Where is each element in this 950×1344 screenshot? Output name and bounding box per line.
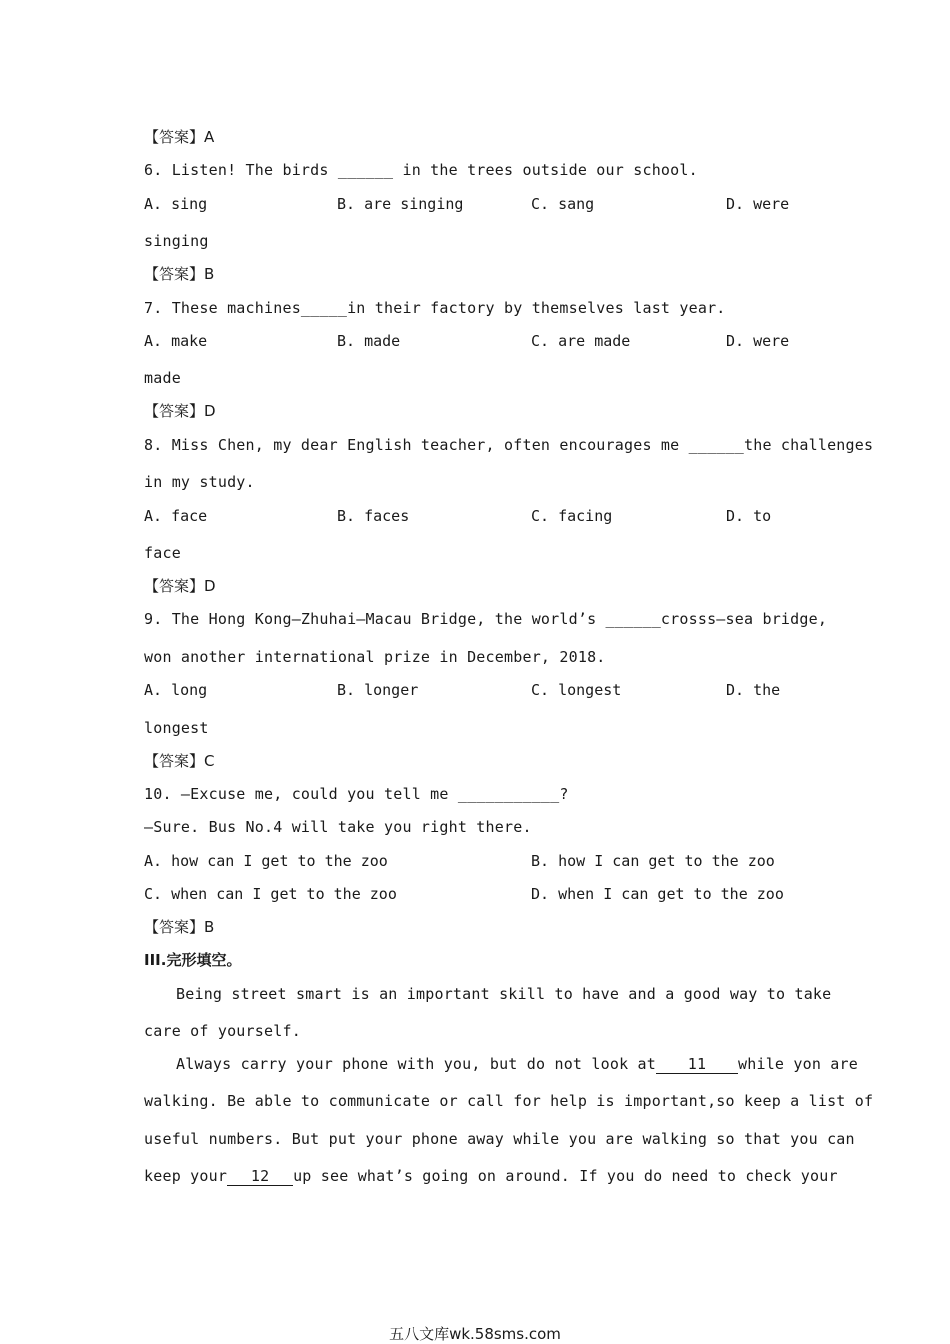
answer-9: 【答案】C [144,752,215,770]
question-6-stem: 6. Listen! The birds ______ in the trees outside our school. [144,161,698,179]
q8-option-a: A. face [144,507,208,525]
q7-option-d: D. were [726,332,790,350]
question-9-stem-line2: won another international prize in December, 2018. [144,648,606,666]
q6-option-a: A. sing [144,195,208,213]
q10-option-c: C. when can I get to the zoo [144,885,397,903]
answer-10: 【答案】B [144,918,215,936]
question-10-stem-line1: 10. —Excuse me, could you tell me ___________? [144,785,569,803]
answer-6: 【答案】B [144,265,215,283]
q7-option-c: C. are made [531,332,631,350]
passage-p2-line4-part2: up see what’s going on around. If you do need to check your [293,1167,838,1185]
passage-p2-line4-part1: keep your [144,1167,228,1185]
passage-p1-line2: care of yourself. [144,1022,301,1040]
answer-7: 【答案】D [144,402,216,420]
question-9-stem-line1: 9. The Hong Kong—Zhuhai—Macau Bridge, the world’s ______crosss—sea bridge, [144,610,828,628]
question-8-stem-line2: in my study. [144,473,255,491]
passage-p2-line1-part2: while yon are [738,1055,858,1073]
q8-option-d-continued: face [144,544,181,562]
blank-11: 11 [656,1056,738,1074]
q7-option-b: B. made [337,332,401,350]
q6-option-d: D. were [726,195,790,213]
section-title: III.完形填空。 [144,951,242,969]
passage-p2-line1-part1: Always carry your phone with you, but do not look at [176,1055,656,1073]
q6-option-b: B. are singing [337,195,464,213]
q6-option-c: C. sang [531,195,595,213]
q7-option-d-continued: made [144,369,181,387]
q9-option-b: B. longer [337,681,419,699]
q9-option-d-continued: longest [144,719,209,737]
q8-option-c: C. facing [531,507,613,525]
answer-5: 【答案】A [144,128,215,146]
question-8-stem-line1: 8. Miss Chen, my dear English teacher, often encourages me ______the challenges [144,436,874,454]
passage-p2-line2: walking. Be able to communicate or call for help is important,so keep a list of [144,1092,874,1110]
q10-option-a: A. how can I get to the zoo [144,852,388,870]
blank-12: 12 [227,1168,293,1186]
q9-option-a: A. long [144,681,208,699]
passage-p2-line4 [144,1166,838,1186]
q6-option-d-continued: singing [144,232,209,250]
q9-option-c: C. longest [531,681,622,699]
q8-option-d: D. to [726,507,772,525]
q10-option-d: D. when I can get to the zoo [531,885,784,903]
footer-watermark: 五八文库wk.58sms.com [389,1325,561,1343]
q10-option-b: B. how I can get to the zoo [531,852,775,870]
passage-p2-line3: useful numbers. But put your phone away while you are walking so that you can [144,1130,855,1148]
passage-p1-line1: Being street smart is an important skill to have and a good way to take [176,985,832,1003]
q9-option-d: D. the [726,681,781,699]
q8-option-b: B. faces [337,507,410,525]
question-10-stem-line2: —Sure. Bus No.4 will take you right there. [144,818,532,836]
answer-8: 【答案】D [144,577,216,595]
passage-p2-line1 [176,1054,858,1074]
q7-option-a: A. make [144,332,208,350]
question-7-stem: 7. These machines_____in their factory by themselves last year. [144,299,726,317]
